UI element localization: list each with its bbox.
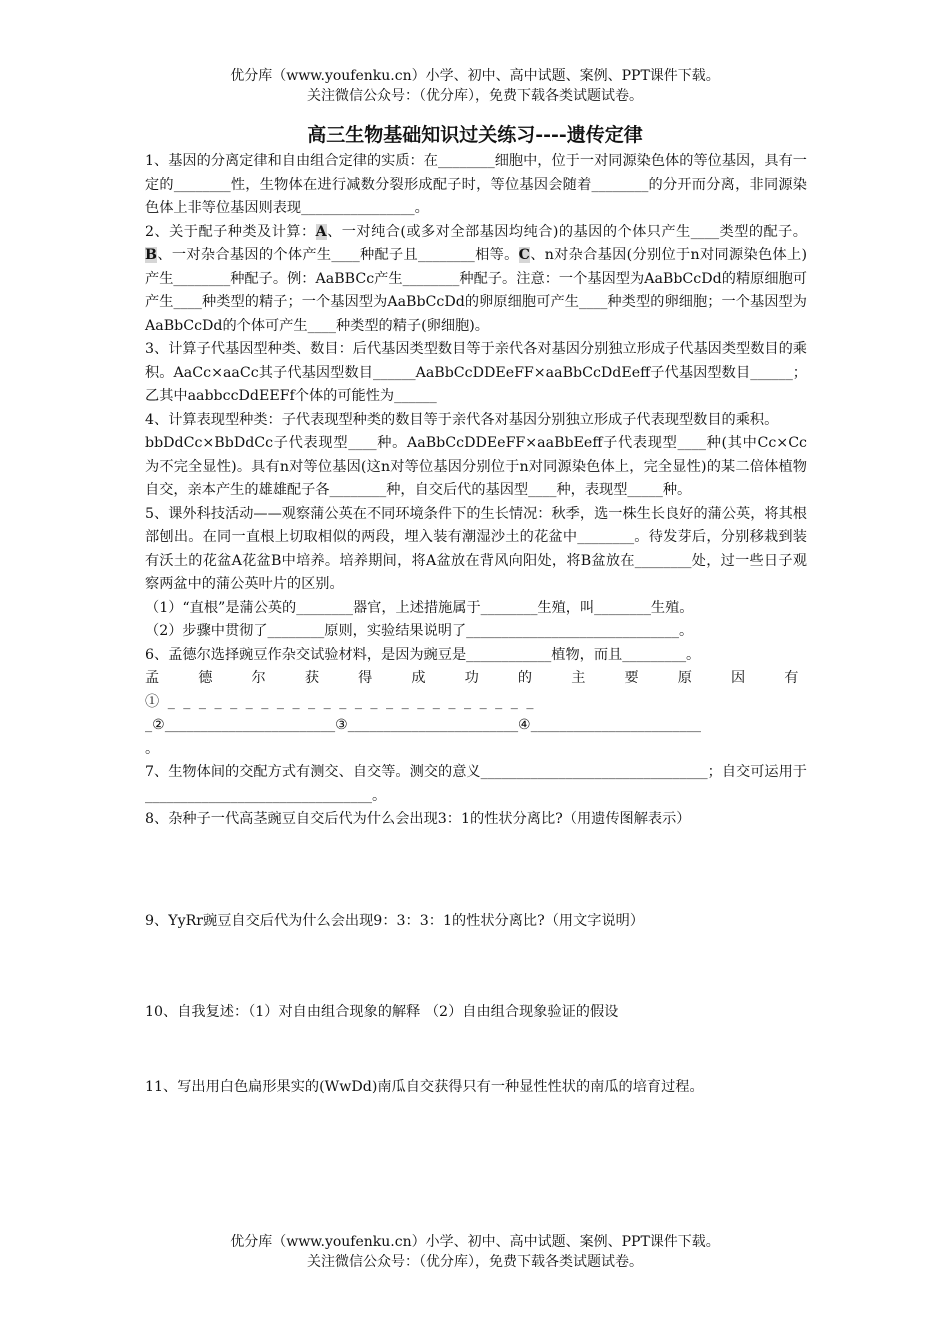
question-5-sub-2: （2）步骤中贯彻了________原则，实验结果说明了______________________________。 [145, 623, 694, 639]
page-footer [0, 1232, 950, 1272]
q2-intro: 2、关于配子种类及计算： [145, 223, 316, 240]
question-1: 1、基因的分离定律和自由组合定律的实质：在________细胞中，位于一对同源染色体的等位基因，具有一定的________性，生物体在进行减数分裂形成配子时，等位基因会随着________的分开而分离，非同源染色体上非等位基因则表现________________。 [145, 153, 807, 216]
page-header [0, 66, 950, 106]
question-10: 10、自我复述：（1）对自由组合现象的解释 （2）自由组合现象验证的假设 [145, 1004, 619, 1020]
question-9: 9、YyRr豌豆自交后代为什么会出现9：3：3：1的性状分离比?（用文字说明） [145, 912, 645, 929]
question-5: 5、课外科技活动——观察蒲公英在不同环境条件下的生长情况：秋季，选一株生长良好的蒲公英，将其根部刨出。在同一直根上切取相似的两段，埋入装有潮湿沙土的花盆中________。待发芽后，分别移栽到装有沃土的花盆A花盆B中培养。培养期间，将A盆放在背风向阳处，将B盆放在________处，过一些日子观察两盆中的蒲公英叶片的区别。 [145, 505, 807, 592]
question-6: 6、孟德尔选择豌豆作杂交试验材料，是因为豌豆是____________植物，而且_________。 [145, 646, 701, 663]
document-body [145, 150, 807, 1099]
question-4-body: bbDdCc×BbDdCc子代表现型____种。AaBbCcDDEeFF×aaBbEeff子代表现型____种(其中Cc×Cc为不完全显性)。具有n对等位基因(这n对等位基因分别位于n对同源染色体上，完全显性)的某二倍体植物自交，亲本产生的雄雄配子各________种，自交后代的基因型____种，表现型_____种。 [145, 435, 807, 498]
q2-part-b: 、一对杂合基因的个体产生____种配子且________相等。 [157, 247, 519, 263]
question-3: 3、计算子代基因型种类、数目：后代基因类型数目等于亲代各对基因分别独立形成子代基因类型数目的乘积。AaCc×aaCc其子代基因型数目______AaBbCcDDEeFF×aaBbCcDdEeff子代基因型数目______；乙其中aabbccDdEEFf个体的可能性为______ [145, 341, 807, 404]
question-5-sub-1: （1）“直根”是蒲公英的________器官，上述措施属于________生殖，叫________生殖。 [145, 599, 694, 616]
question-6-reasons: 孟德尔获得成功的主要原因有①________________________ [145, 670, 807, 710]
footer-line-1: 优分库（www.youfenku.cn）小学、初中、高中试题、案例、PPT课件下载。 [230, 1234, 720, 1250]
page-title: 高三生物基础知识过关练习----遗传定律 [307, 124, 643, 146]
q2-part-c: 、n对杂合基因(分别位于n对同源染色体上)产生________种配子。例：AaBBCc产生________种配子。注意：一个基因型为AaBbCcDd的精原细胞可产生____种类型的精子；一个基因型为AaBbCcDd的卵原细胞可产生____种类型的卵细胞；一个基因型为AaBbCcDd的个体可产生____种类型的精子(卵细胞)。 [145, 247, 807, 334]
question-6-end: 。 [145, 740, 160, 757]
footer-line-2: 关注微信公众号：（优分库），免费下载各类试题试卷。 [307, 1254, 643, 1270]
question-2 [145, 221, 807, 339]
q2-tag-c: C [518, 247, 530, 263]
q2-part-a: 、一对纯合(或多对全部基因均纯合)的基因的个体只产生____类型的配子。 [326, 223, 807, 240]
q2-tag-b: B [145, 247, 157, 263]
question-4-intro: 4、计算表现型种类：子代表现型种类的数目等于亲代各对基因分别独立形成子代表现型数目的乘积。 [145, 411, 779, 428]
question-11: 11、写出用白色扁形果实的(WwDd)南瓜自交获得只有一种显性性状的南瓜的培育过程。 [145, 1078, 704, 1095]
q2-tag-a: A [315, 223, 327, 240]
question-7: 7、生物体间的交配方式有测交、自交等。测交的意义________________________________；自交可运用于________________________________。 [145, 764, 807, 804]
question-8: 8、杂种子一代高茎豌豆自交后代为什么会出现3：1的性状分离比?（用遗传图解表示） [145, 811, 691, 827]
question-6-reasons-cont: _②________________________③________________________④________________________ [145, 717, 702, 733]
header-line-1: 优分库（www.youfenku.cn）小学、初中、高中试题、案例、PPT课件下载。 [230, 68, 720, 84]
header-line-2: 关注微信公众号：（优分库），免费下载各类试题试卷。 [307, 88, 643, 104]
